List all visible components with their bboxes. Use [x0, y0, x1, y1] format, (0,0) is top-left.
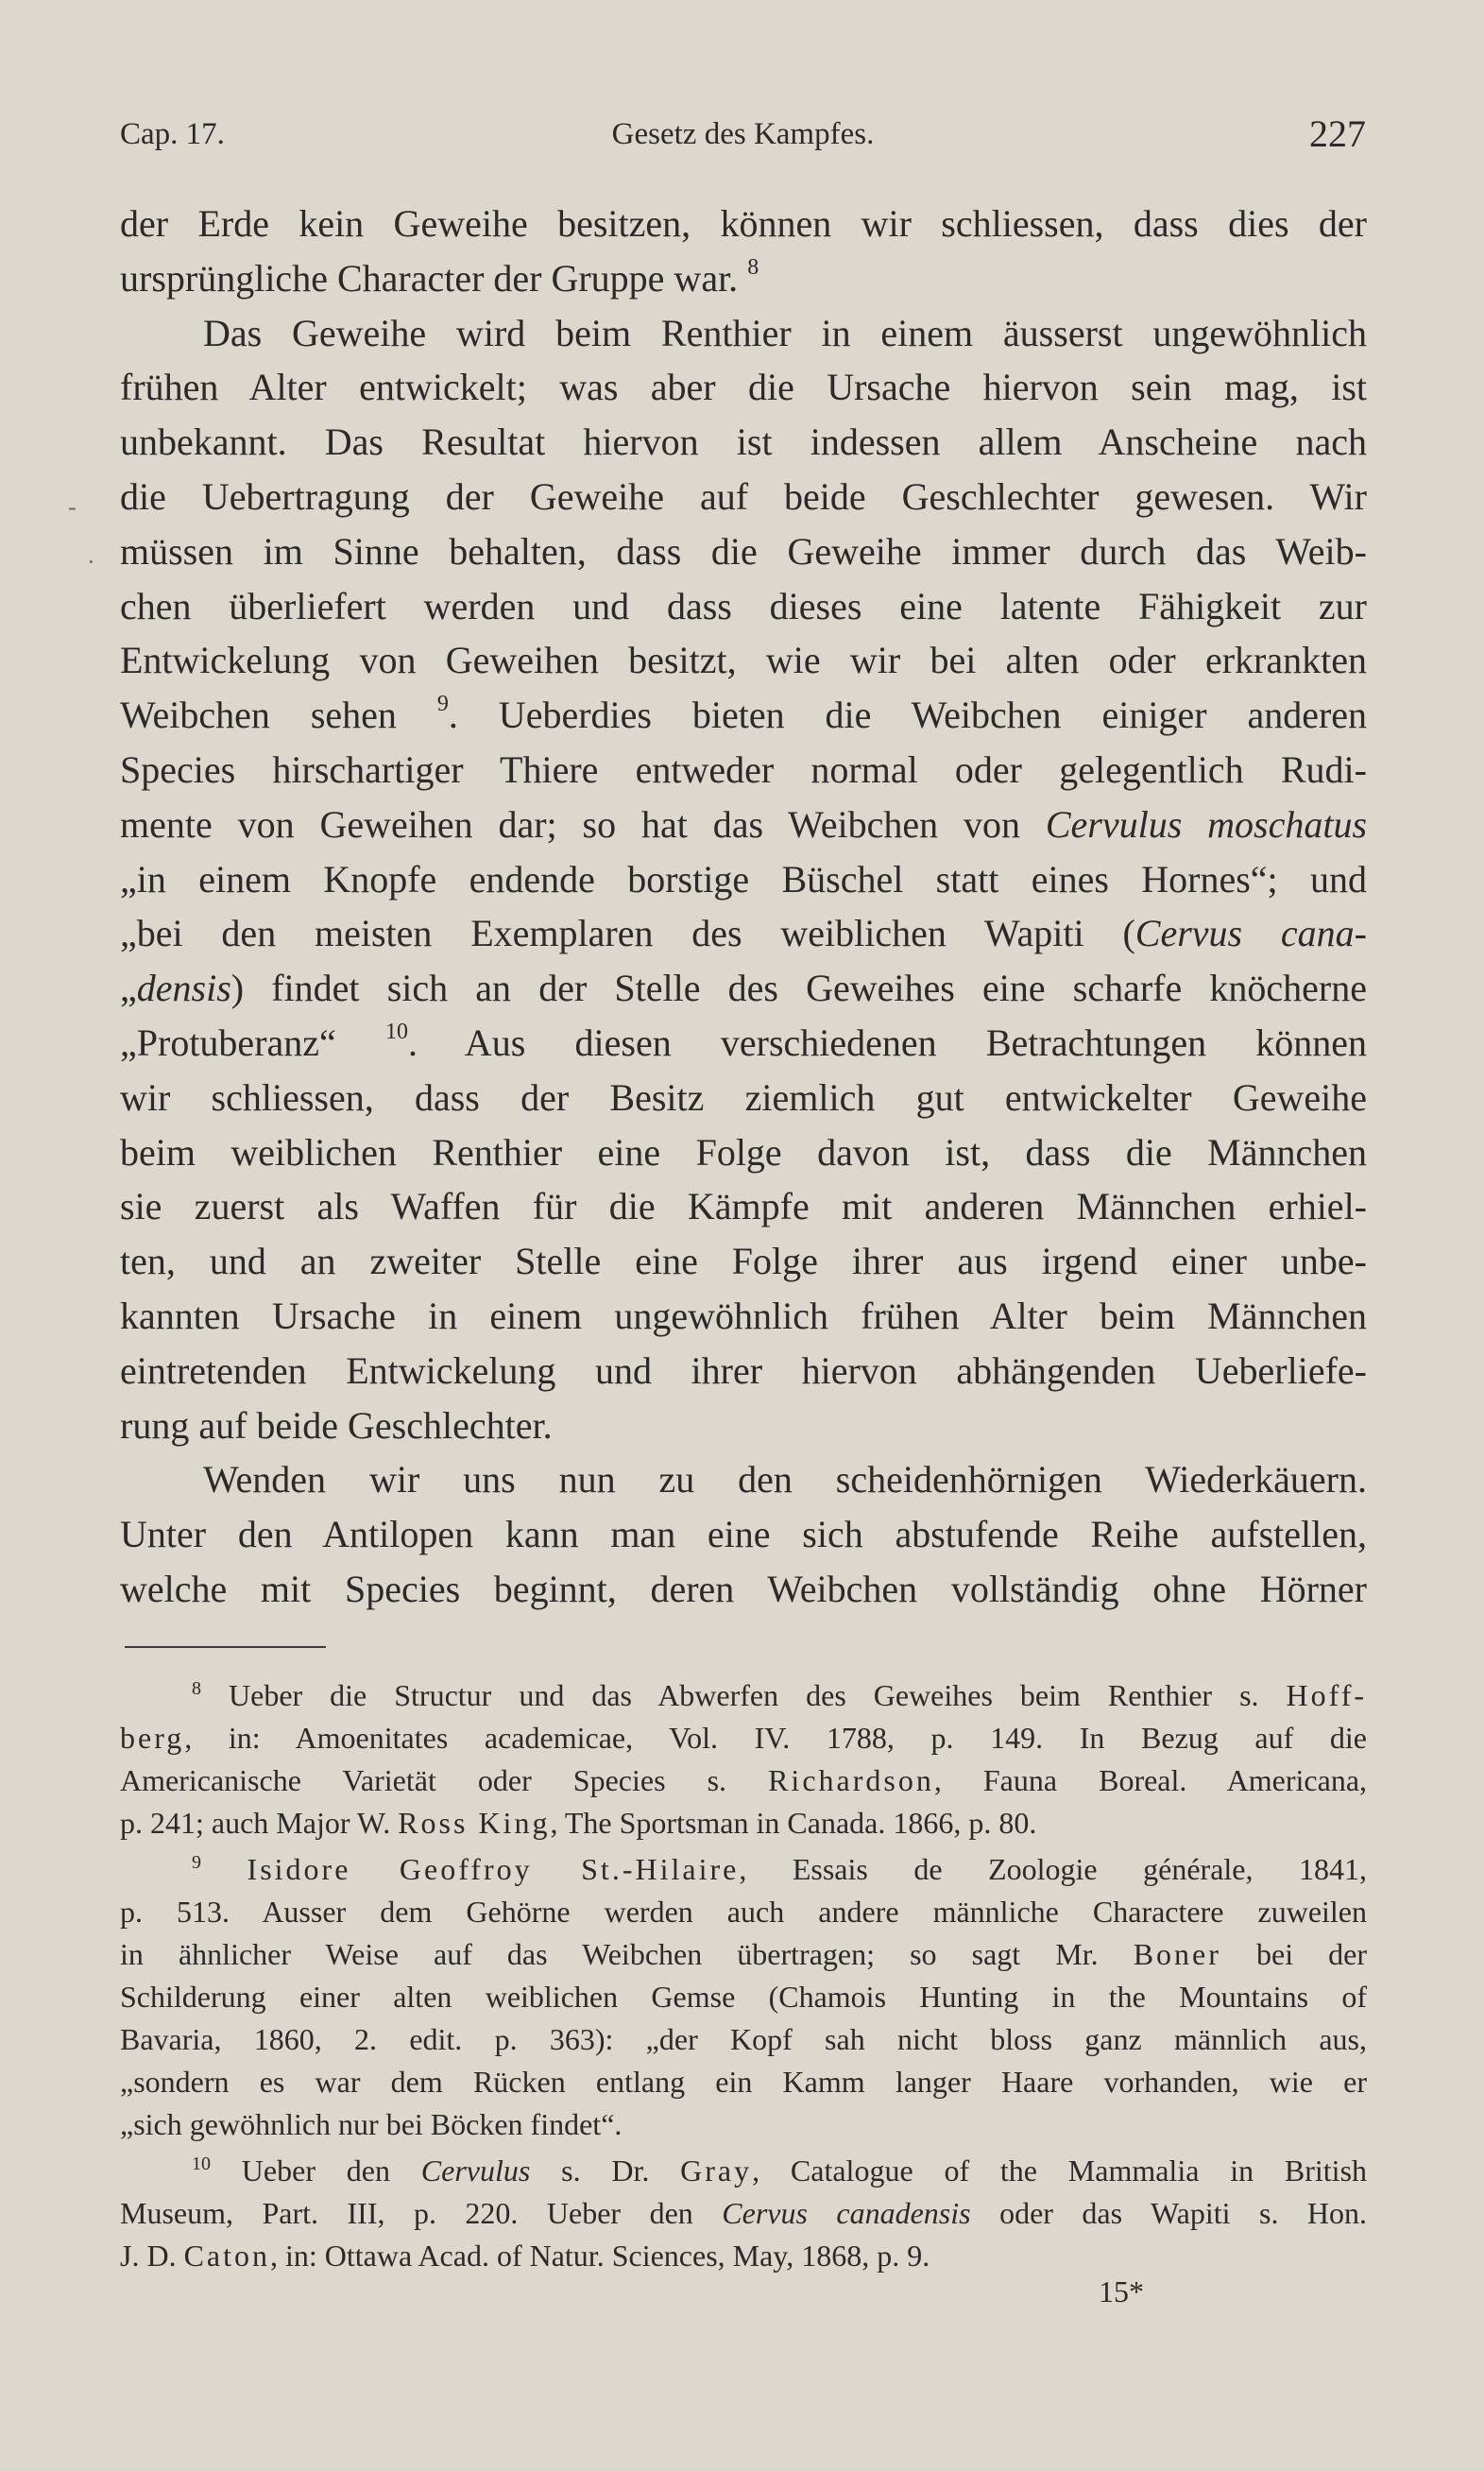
footnote-line: Bavaria, 1860, 2. edit. p. 363): „der Kopf sah nicht bloss ganz männlich aus,: [120, 2022, 1367, 2056]
text-segment: . Aus diesen verschiedenen Betrachtungen können: [407, 1021, 1367, 1064]
text-segment: mente von Geweihen dar; so hat das Weibchen von: [120, 802, 1020, 846]
text-line: ten, und an zweiter Stelle eine Folge ihrer aus irgend einer unbe-: [120, 1240, 1367, 1283]
text-segment: , Catalogue of the Mammalia in British: [752, 2154, 1368, 2188]
text-segment: Weibchen sehen: [120, 694, 397, 737]
margin-mark: ·: [87, 548, 95, 575]
text-segment: Americanische Varietät oder Species s.: [120, 1763, 727, 1797]
species-name: densis: [136, 967, 231, 1010]
text-line: chen überliefert werden und dass dieses eine latente Fähigkeit zur: [120, 584, 1367, 627]
footnote-ref: 8: [747, 254, 759, 280]
text-line: „in einem Knopfe endende borstige Büschel statt eines Hornes“; und: [120, 857, 1367, 901]
species-name: Cervus canadensis: [722, 2196, 971, 2230]
text-line: rung auf beide Geschlechter.: [120, 1403, 553, 1447]
footnote-ref: 9: [436, 692, 449, 717]
text-line: sie zuerst als Waffen für die Kämpfe mit anderen Männchen erhiel-: [120, 1185, 1367, 1228]
species-name: Cervulus: [420, 2154, 531, 2188]
text-line: Das Geweihe wird beim Renthier in einem äusserst ungewöhnlich: [203, 311, 1367, 354]
text-segment: s. Dr.: [561, 2154, 650, 2188]
species-name: Cervus cana-: [1134, 912, 1367, 955]
text-segment: Ueber die Structur und das Abwerfen des Geweihes beim Renthier s.: [229, 1678, 1259, 1712]
footnote-line: [120, 1933, 1367, 1976]
text-line: kannten Ursache in einem ungewöhnlich frühen Alter beim Männchen: [120, 1294, 1367, 1337]
footnote-line: [120, 2192, 1367, 2235]
text-line: Entwickelung von Geweihen besitzt, wie wir bei alten oder erkrankten: [120, 639, 1367, 682]
page-number: 227: [1309, 112, 1366, 155]
footnotes: [120, 1674, 1367, 2277]
text-segment: oder das Wapiti s. Hon.: [999, 2196, 1368, 2230]
chapter-label: Cap. 17.: [120, 117, 225, 151]
species-name: Cervulus moschatus: [1045, 802, 1368, 846]
text-line: [120, 1016, 1367, 1071]
text-line: unbekannt. Das Resultat hiervon ist indessen allem Anscheine nach: [120, 420, 1367, 464]
footnote-10: [120, 2150, 1367, 2192]
text-line: Unter den Antilopen kann man eine sich abstufende Reihe aufstellen,: [120, 1513, 1367, 1556]
text-segment: ) findet sich an der Stelle des Geweihes eine scharfe knöcherne: [230, 967, 1367, 1010]
text-segment: . Ueberdies bieten die Weibchen einiger anderen: [448, 694, 1368, 737]
text-line: [120, 906, 1367, 961]
footnote-9: [120, 1848, 1367, 1891]
author-name: Hoff-: [1286, 1678, 1368, 1712]
main-text: [120, 197, 1367, 1617]
author-name: berg: [120, 1721, 185, 1755]
text-line: [120, 798, 1367, 852]
text-segment: J. D.: [120, 2239, 177, 2273]
footnote-ref: 10: [384, 1019, 408, 1044]
text-line: müssen im Sinne behalten, dass die Geweihe immer durch das Weib-: [120, 529, 1367, 573]
footnote-8: [120, 1674, 1367, 1717]
running-header: [120, 112, 1366, 168]
text-line: eintretenden Entwickelung und ihrer hiervon abhängenden Ueberliefe-: [120, 1348, 1367, 1392]
footnote-number: 10: [192, 2154, 211, 2174]
author-name: Ross King: [398, 1806, 551, 1840]
text-segment: in ähnlicher Weise auf das Weibchen übertragen; so sagt Mr.: [120, 1937, 1099, 1971]
text-segment: , in: Ottawa Acad. of Natur. Sciences, May, 1868, p. 9.: [270, 2239, 930, 2273]
text-segment: ursprüngliche Character der Gruppe war.: [120, 256, 739, 300]
text-segment: „: [120, 967, 137, 1010]
footnote-line: [120, 1802, 1367, 1845]
text-line: beim weiblichen Renthier eine Folge davon ist, dass die Männchen: [120, 1130, 1367, 1174]
footnote-line: [120, 1759, 1367, 1802]
running-title: Gesetz des Kampfes.: [611, 117, 875, 151]
text-line: [120, 251, 1367, 306]
text-segment: bei der: [1256, 1937, 1368, 1971]
author-name: Caton: [183, 2239, 270, 2273]
author-name: Gray: [680, 2154, 753, 2188]
author-name: Boner: [1133, 1937, 1221, 1971]
text-line: frühen Alter entwickelt; was aber die Ursache hiervon sein mag, ist: [120, 366, 1367, 409]
footnote-number: 8: [192, 1678, 201, 1699]
text-segment: , in: Amoenitates academicae, Vol. IV. 1788, p. 149. In Bezug auf die: [184, 1721, 1367, 1755]
footnote-line: [120, 1717, 1367, 1759]
text-segment: , Fauna Boreal. Americana,: [933, 1763, 1368, 1797]
author-name: Isidore Geoffroy St.-Hilaire: [247, 1852, 740, 1886]
text-line: [120, 961, 1367, 1016]
footnote-line: „sondern es war dem Rücken entlang ein Kamm langer Haare vorhanden, wie er: [120, 2065, 1367, 2099]
footnote-rule: [125, 1646, 326, 1648]
footnote-line: Schilderung einer alten weiblichen Gemse (Chamois Hunting in the Mountains of: [120, 1980, 1367, 2014]
text-line: Species hirschartiger Thiere entweder normal oder gelegentlich Rudi-: [120, 747, 1367, 791]
text-segment: , The Sportsman in Canada. 1866, p. 80.: [550, 1806, 1037, 1840]
text-line: die Uebertragung der Geweihe auf beide Geschlechter gewesen. Wir: [120, 474, 1367, 518]
text-line: welche mit Species beginnt, deren Weibchen vollständig ohne Hörner: [120, 1567, 1367, 1610]
footnote-number: 9: [192, 1852, 201, 1873]
text-line: Wenden wir uns nun zu den scheidenhörnigen Wiederkäuern.: [203, 1458, 1367, 1501]
footnote-line: p. 513. Ausser dem Gehörne werden auch andere männliche Charactere zuweilen: [120, 1895, 1367, 1929]
text-line: der Erde kein Geweihe besitzen, können wir schliessen, dass dies der: [120, 202, 1367, 245]
text-segment: Museum, Part. III, p. 220. Ueber den: [120, 2196, 693, 2230]
text-line: wir schliessen, dass der Besitz ziemlich gut entwickelter Geweihe: [120, 1075, 1367, 1119]
text-segment: Ueber den: [241, 2154, 390, 2188]
margin-mark: -: [68, 493, 77, 521]
text-segment: p. 241; auch Major W.: [120, 1806, 391, 1840]
text-segment: „bei den meisten Exemplaren des weiblichen Wapiti (: [120, 912, 1135, 955]
text-segment: „Protuberanz“: [120, 1021, 336, 1064]
footnote-line: „sich gewöhnlich nur bei Böcken findet“.: [120, 2107, 623, 2141]
text-line: [120, 688, 1367, 743]
author-name: Richardson: [768, 1763, 934, 1797]
signature-mark: 15*: [1099, 2274, 1144, 2308]
footnote-line: [120, 2235, 1367, 2277]
text-segment: , Essais de Zoologie générale, 1841,: [739, 1852, 1368, 1886]
